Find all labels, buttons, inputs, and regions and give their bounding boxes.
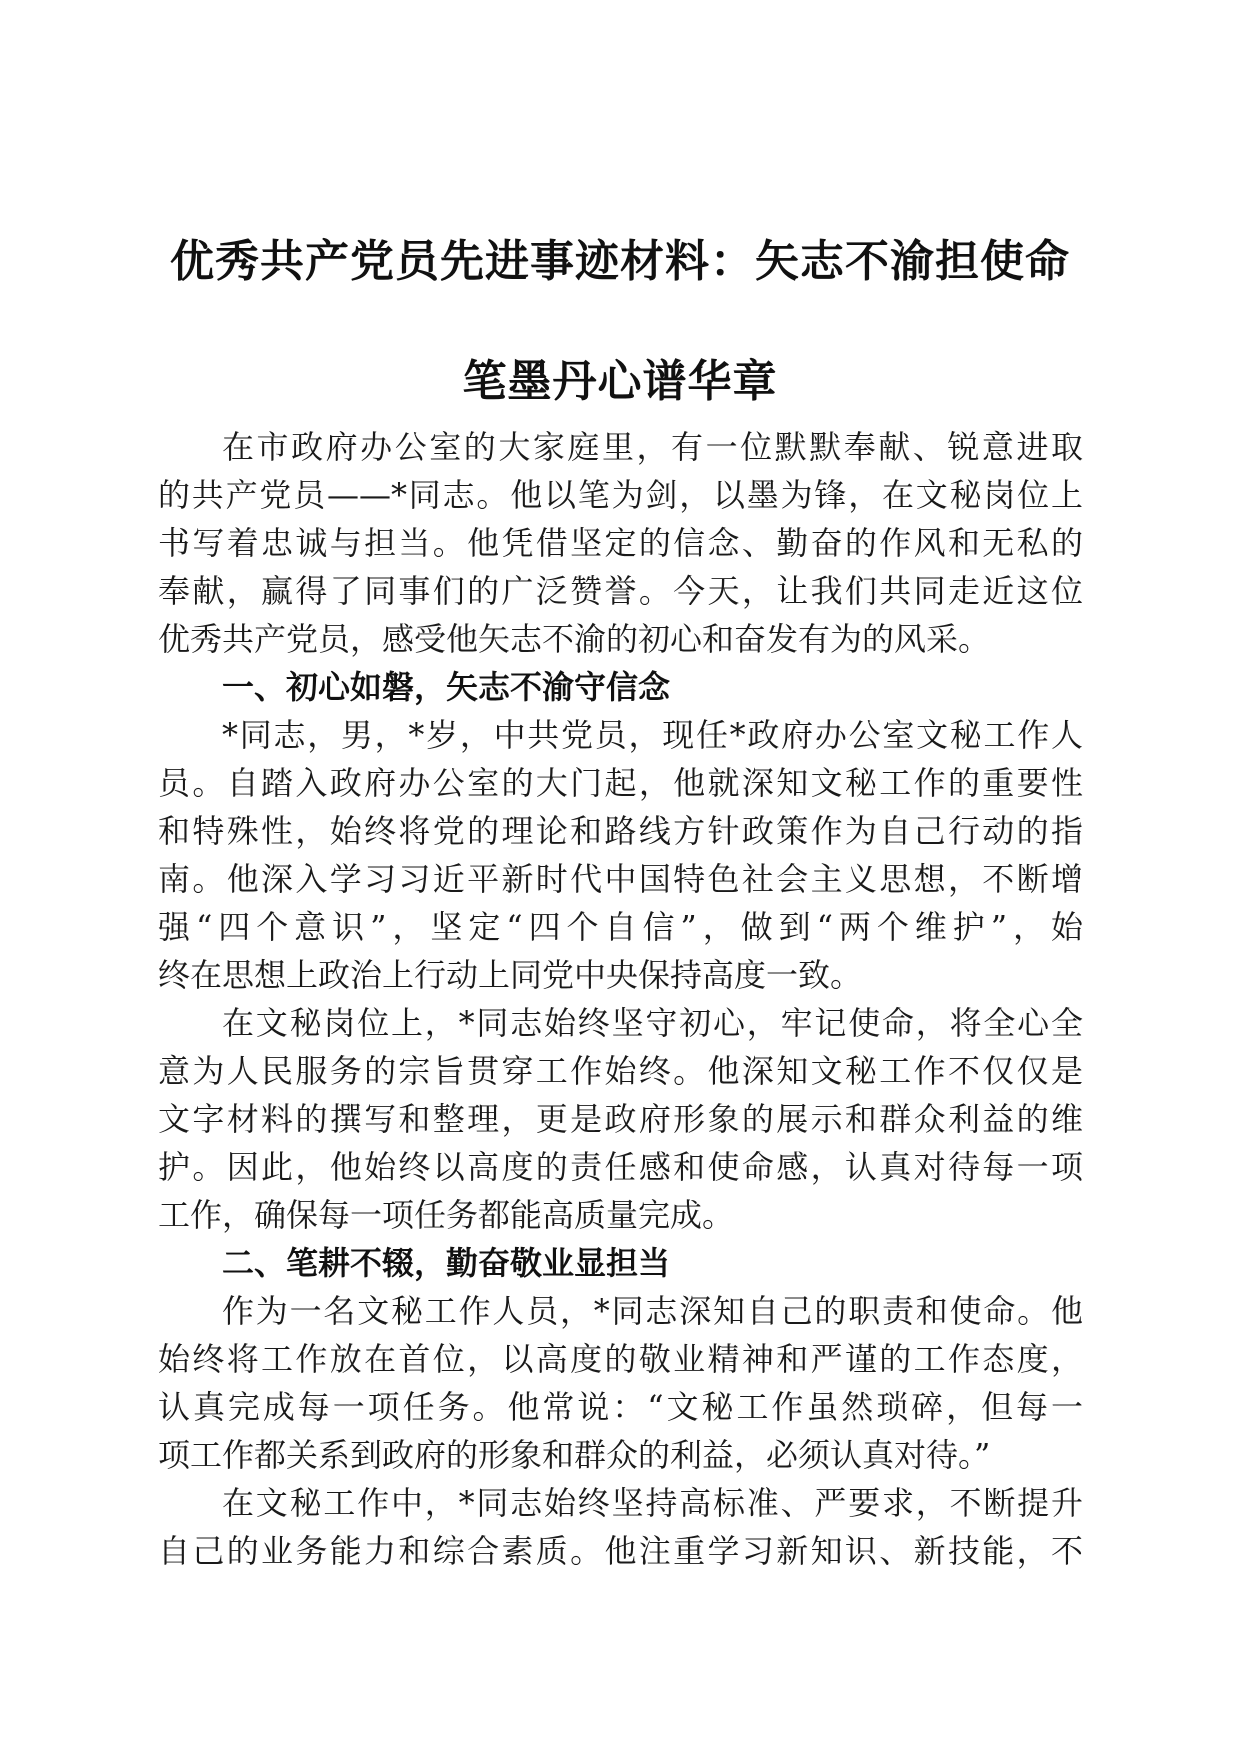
paragraph-line: 终在思想上政治上行动上同党中央保持高度一致。: [158, 956, 863, 994]
document-title-line-2: 笔墨丹心谱华章: [462, 356, 778, 407]
paragraph-line: 南。他深入学习习近平新时代中国特色社会主义思想，不断增: [158, 860, 1083, 898]
section-heading-1: 一、初心如磐，矢志不渝守信念: [222, 668, 671, 706]
paragraph-line: 奉献，赢得了同事们的广泛赞誉。今天，让我们共同走近这位: [158, 572, 1083, 610]
paragraph-line: 在市政府办公室的大家庭里，有一位默默奉献、锐意进取: [222, 428, 1083, 466]
paragraph-line: 优秀共产党员，感受他矢志不渝的初心和奋发有为的风采。: [158, 620, 991, 658]
paragraph-line: 在文秘工作中，*同志始终坚持高标准、严要求，不断提升: [222, 1484, 1083, 1522]
paragraph-line: 自己的业务能力和综合素质。他注重学习新知识、新技能，不: [158, 1532, 1083, 1570]
paragraph-line: 项工作都关系到政府的形象和群众的利益，必须认真对待。”: [158, 1436, 991, 1474]
paragraph-line: 书写着忠诚与担当。他凭借坚定的信念、勤奋的作风和无私的: [158, 524, 1083, 562]
paragraph-line: *同志，男，*岁，中共党员，现任*政府办公室文秘工作人: [222, 716, 1083, 754]
section-heading-2: 二、笔耕不辍，勤奋敬业显担当: [222, 1244, 671, 1282]
paragraph-line: 工作，确保每一项任务都能高质量完成。: [158, 1196, 735, 1234]
paragraph-line: 强“四个意识”，坚定“四个自信”，做到“两个维护”，始: [158, 908, 1083, 946]
paragraph-line: 认真完成每一项任务。他常说：“文秘工作虽然琐碎，但每一: [158, 1388, 1083, 1426]
paragraph-line: 员。自踏入政府办公室的大门起，他就深知文秘工作的重要性: [158, 764, 1083, 802]
paragraph-line: 和特殊性，始终将党的理论和路线方针政策作为自己行动的指: [158, 812, 1083, 850]
paragraph-line: 的共产党员——*同志。他以笔为剑，以墨为锋，在文秘岗位上: [158, 476, 1083, 514]
paragraph-line: 始终将工作放在首位，以高度的敬业精神和严谨的工作态度，: [158, 1340, 1083, 1378]
paragraph-line: 护。因此，他始终以高度的责任感和使命感，认真对待每一项: [158, 1148, 1083, 1186]
paragraph-line: 意为人民服务的宗旨贯穿工作始终。他深知文秘工作不仅仅是: [158, 1052, 1083, 1090]
paragraph-line: 文字材料的撰写和整理，更是政府形象的展示和群众利益的维: [158, 1100, 1083, 1138]
paragraph-line: 在文秘岗位上，*同志始终坚守初心，牢记使命，将全心全: [222, 1004, 1083, 1042]
document-title-line-1: 优秀共产党员先进事迹材料：矢志不渝担使命: [170, 236, 1070, 287]
paragraph-line: 作为一名文秘工作人员，*同志深知自己的职责和使命。他: [222, 1292, 1083, 1330]
